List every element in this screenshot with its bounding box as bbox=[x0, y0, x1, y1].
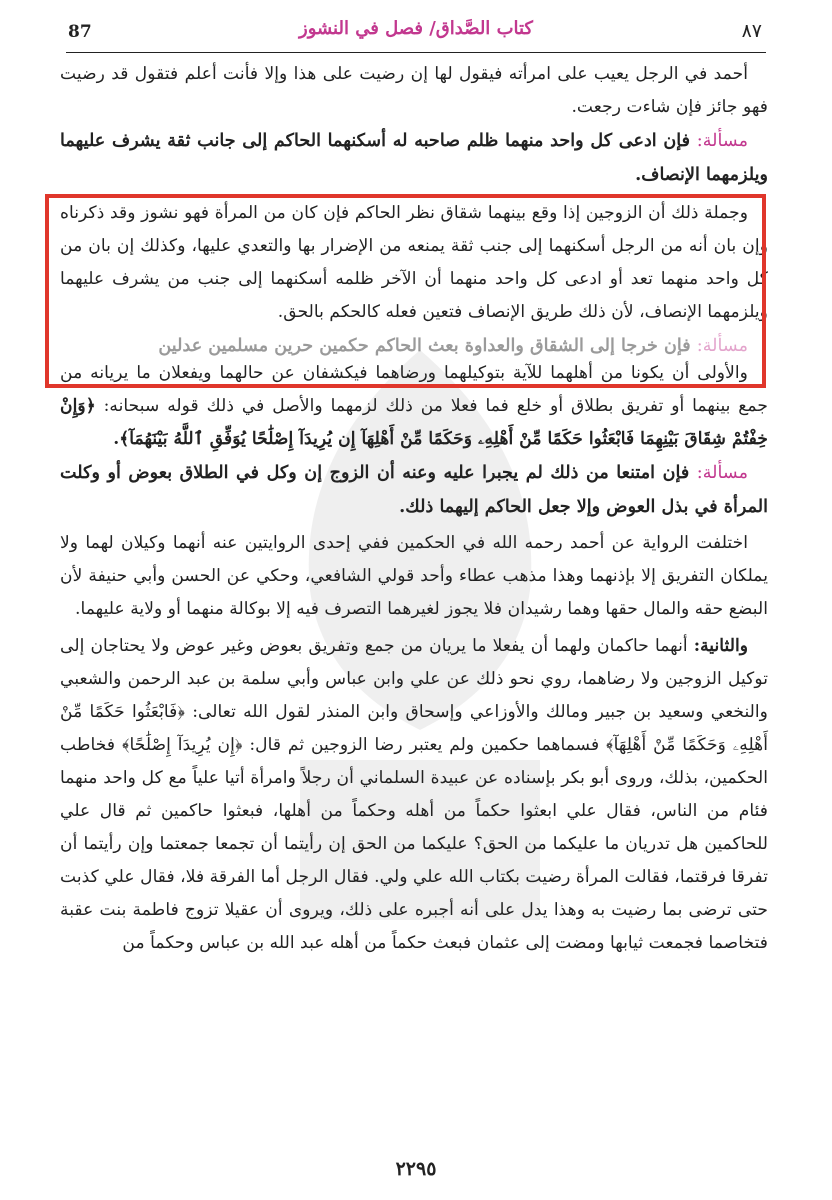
paragraph-text: والأولى أن يكونا من أهلهما للآية بتوكيلهما ورضاهما فيكشفان عن حالهما ويفعلان ما يريانه من جمع بينهما أو تفريق بطلاق أو خلع فما فعلا من ذلك لزمهما والأصل في ذلك قوله سبحانه: bbox=[60, 363, 768, 416]
masala-label: مسألة: bbox=[696, 131, 748, 151]
masala-3 bbox=[60, 456, 768, 523]
masala-text: فإن ادعى كل واحد منهما ظلم صاحبه له أسكنهما الحاكم إلى جانب ثقة يشرف عليهما ويلزمهما الإنصاف. bbox=[60, 130, 768, 185]
paragraph-riwaya: اختلفت الرواية عن أحمد رحمه الله في الحكمين ففي إحدى الروايتين عنه أنهما وكيلان لهما ولا يملكان التفريق إلا بإذنهما وهذا مذهب عطاء وأحد قولي الشافعي، وحكي عن الحسن وأبي حنيفة لأن البضع حقه والمال حقها وهما رشيدان فلا يجوز لغيرهما التصرف فيه إلا بوكالة منهما أو ولاية عليهما. bbox=[60, 533, 768, 619]
running-title: كتاب الصَّداق/ فصل في النشوز bbox=[299, 18, 533, 39]
paragraph-highlighted: وجملة ذلك أن الزوجين إذا وقع بينهما شقاق نظر الحاكم فإن كان من المرأة فهو نشوز وقد ذكرناه وإن بان أنه من الرجل أسكنهما إلى جنب ثقة يمنعه من الإضرار بها والتعدي عليها، وكذلك إن بان من كل واحد منهما تعد أو ادعى كل واحد منهما أن الآخر ظلمه أسكنهما إلى جنب من يشرف عليهما ويلزمهما الإنصاف، لأن ذلك طريق الإنصاف فتعين فعله كالحكم بالحق. bbox=[60, 203, 768, 322]
quran-verse: ﴿وَإِنْ خِفْتُمْ شِقَاقَ بَيْنِهِمَا فَابْعَثُوا حَكَمًا مِّنْ أَهْلِهِۦ وَحَكَمًا مِّنْ أَهْلِهَآ إِن يُرِيدَآ إِصْلَٰحًا يُوَفِّقِ ٱللَّهُ بَيْنَهُمَآ﴾. bbox=[60, 396, 768, 449]
page-footer-number: ٢٢٩٥ bbox=[395, 1158, 437, 1180]
paragraph-intro: أحمد في الرجل يعيب على امرأته فيقول لها إن رضيت على هذا وإلا فأنت أعلم فتقول قد رضيت فهو جائز فإن شاءت رجعت. bbox=[60, 64, 768, 117]
paragraph-thaniya bbox=[60, 630, 768, 960]
page-number-latin: 87 bbox=[68, 22, 92, 42]
masala-1 bbox=[60, 124, 768, 191]
header-rule bbox=[66, 52, 766, 53]
masala-label: مسألة: bbox=[696, 336, 748, 356]
paragraph-text: أنهما حاكمان ولهما أن يفعلا ما يريان من جمع وتفريق بعوض وغير عوض ولا يحتاجان إلى توكيل الزوجين ولا رضاهما، روي نحو ذلك عن علي وابن عباس وأبي سلمة بن عبد الرحمن والشعبي والنخعي وسعيد بن جبير ومالك والأوزاعي وإسحاق وابن المنذر لقول الله تعالى: ﴿فَابْعَثُوا حَكَمًا مِّنْ أَهْلِهِۦ وَحَكَمًا مِّنْ أَهْلِهَآ﴾ فسماهما حكمين ولم يعتبر رضا الزوجين ثم قال: ﴿إِن يُرِيدَآ إِصْلَٰحًا﴾ فخاطب الحكمين، بذلك، وروى أبو بكر بإسناده عن عبيدة السلماني أن رجلاً وامرأة أتيا علياً مع كل واحد منهما فئام من الناس، فقال علي ابعثوا حكماً من أهله وحكماً من أهلها، فبعثوا حاكمين ثم قال علي للحاكمين هل تدريان ما عليكما من الحق؟ عليكما من الحق إن رأيتما أن تجمعا جمعتما وإن رأيتما أن تفرقا فرقتما، فقالت المرأة رضيت بكتاب الله علي ولي. فقال الرجل أما الفرقة فلا، فقال علي كذبت حتى ترضى بما رضيت به وهذا يدل على أنه أجبره على ذلك، ويروى أن عقيلا تزوج فاطمة بنت عقبة فتخاصما فجمعت ثيابها ومضت إلى عثمان فبعث حكماً من أهله عبد الله بن عباس وحكماً من bbox=[60, 636, 768, 953]
thaniya-label: والثانية: bbox=[693, 636, 749, 656]
page-number-arabic: ٨٧ bbox=[741, 20, 762, 42]
masala-text: فإن امتنعا من ذلك لم يجبرا عليه وعنه أن الزوج إن وكل في الطلاق بعوض أو وكلت المرأة في بذل العوض وإلا جعل الحاكم إليهما ذلك. bbox=[60, 462, 768, 517]
red-highlight-box bbox=[45, 194, 766, 388]
masala-text: فإن خرجا إلى الشقاق والعداوة بعث الحاكم حكمين حرين مسلمين عدلين bbox=[158, 335, 691, 356]
masala-label: مسألة: bbox=[696, 463, 748, 483]
